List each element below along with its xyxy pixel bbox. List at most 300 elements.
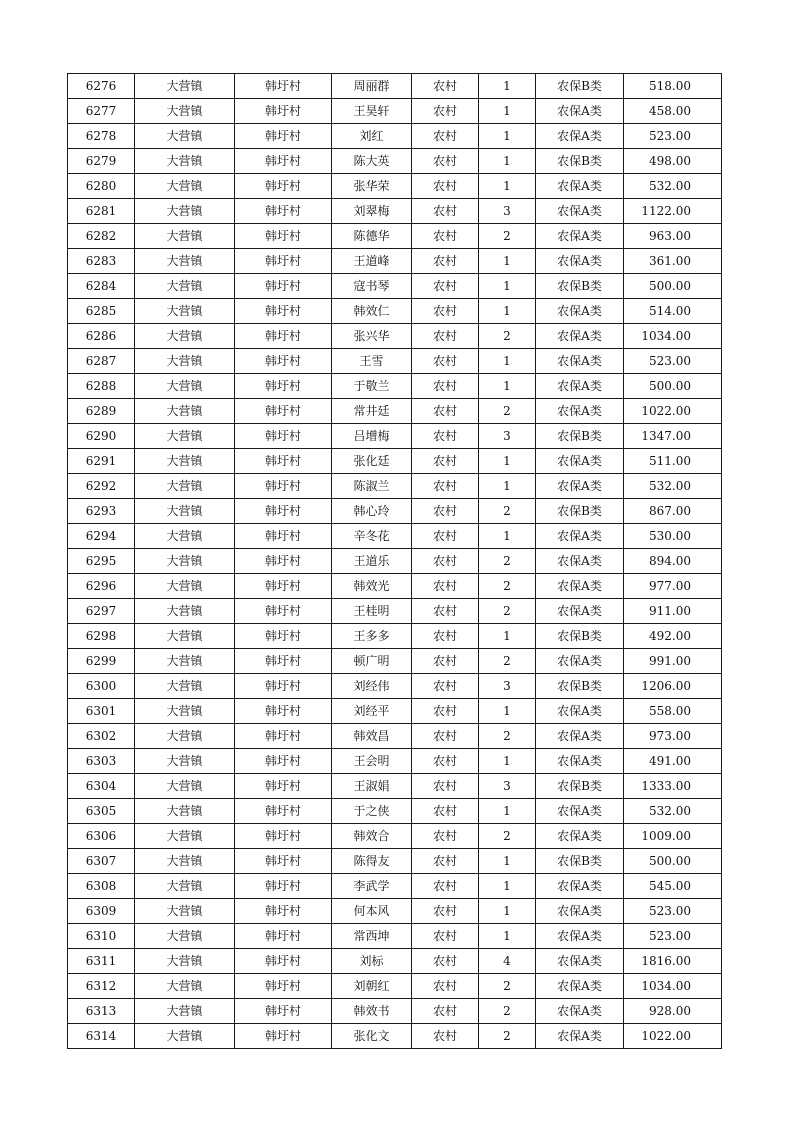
insurance-category-cell: 农保A类 [536, 324, 624, 349]
town-cell: 大营镇 [135, 524, 235, 549]
table-row [68, 224, 722, 249]
insurance-category-cell: 农保A类 [536, 599, 624, 624]
table-row [68, 124, 722, 149]
row-number-cell: 6283 [68, 249, 135, 274]
table-row [68, 149, 722, 174]
town-cell: 大营镇 [135, 199, 235, 224]
table-row [68, 1024, 722, 1049]
amount-cell: 1009.00 [624, 824, 722, 849]
area-type-cell: 农村 [412, 249, 479, 274]
area-type-cell: 农村 [412, 1024, 479, 1049]
area-type-cell: 农村 [412, 499, 479, 524]
row-number-cell: 6295 [68, 549, 135, 574]
amount-cell: 361.00 [624, 249, 722, 274]
village-cell: 韩圩村 [235, 524, 332, 549]
village-cell: 韩圩村 [235, 74, 332, 99]
amount-cell: 514.00 [624, 299, 722, 324]
row-number-cell: 6311 [68, 949, 135, 974]
amount-cell: 1206.00 [624, 674, 722, 699]
insurance-category-cell: 农保A类 [536, 649, 624, 674]
household-count-cell: 3 [479, 199, 536, 224]
insurance-category-cell: 农保A类 [536, 224, 624, 249]
town-cell: 大营镇 [135, 699, 235, 724]
table-row [68, 699, 722, 724]
insurance-category-cell: 农保A类 [536, 899, 624, 924]
household-count-cell: 1 [479, 474, 536, 499]
village-cell: 韩圩村 [235, 249, 332, 274]
table-row [68, 649, 722, 674]
village-cell: 韩圩村 [235, 849, 332, 874]
insurance-category-cell: 农保B类 [536, 74, 624, 99]
village-cell: 韩圩村 [235, 924, 332, 949]
area-type-cell: 农村 [412, 949, 479, 974]
amount-cell: 492.00 [624, 624, 722, 649]
household-count-cell: 3 [479, 774, 536, 799]
town-cell: 大营镇 [135, 924, 235, 949]
insurance-category-cell: 农保B类 [536, 499, 624, 524]
table-row [68, 174, 722, 199]
household-count-cell: 1 [479, 524, 536, 549]
name-cell: 张化廷 [332, 449, 412, 474]
amount-cell: 523.00 [624, 349, 722, 374]
village-cell: 韩圩村 [235, 99, 332, 124]
name-cell: 何本风 [332, 899, 412, 924]
table-row [68, 624, 722, 649]
village-cell: 韩圩村 [235, 149, 332, 174]
name-cell: 顿广明 [332, 649, 412, 674]
town-cell: 大营镇 [135, 274, 235, 299]
village-cell: 韩圩村 [235, 574, 332, 599]
table-row [68, 499, 722, 524]
amount-cell: 530.00 [624, 524, 722, 549]
amount-cell: 500.00 [624, 274, 722, 299]
village-cell: 韩圩村 [235, 799, 332, 824]
household-count-cell: 1 [479, 699, 536, 724]
area-type-cell: 农村 [412, 99, 479, 124]
amount-cell: 523.00 [624, 924, 722, 949]
village-cell: 韩圩村 [235, 749, 332, 774]
amount-cell: 894.00 [624, 549, 722, 574]
table-row [68, 849, 722, 874]
amount-cell: 532.00 [624, 799, 722, 824]
amount-cell: 1333.00 [624, 774, 722, 799]
name-cell: 刘朝红 [332, 974, 412, 999]
town-cell: 大营镇 [135, 949, 235, 974]
household-count-cell: 1 [479, 899, 536, 924]
table-row [68, 374, 722, 399]
amount-cell: 498.00 [624, 149, 722, 174]
village-cell: 韩圩村 [235, 1024, 332, 1049]
area-type-cell: 农村 [412, 324, 479, 349]
row-number-cell: 6302 [68, 724, 135, 749]
insurance-category-cell: 农保A类 [536, 299, 624, 324]
row-number-cell: 6285 [68, 299, 135, 324]
row-number-cell: 6298 [68, 624, 135, 649]
name-cell: 王多多 [332, 624, 412, 649]
area-type-cell: 农村 [412, 449, 479, 474]
insurance-category-cell: 农保B类 [536, 674, 624, 699]
household-count-cell: 2 [479, 574, 536, 599]
row-number-cell: 6294 [68, 524, 135, 549]
name-cell: 刘标 [332, 949, 412, 974]
insurance-category-cell: 农保A类 [536, 399, 624, 424]
household-count-cell: 1 [479, 274, 536, 299]
name-cell: 刘翠梅 [332, 199, 412, 224]
table-row [68, 924, 722, 949]
insurance-category-cell: 农保B类 [536, 424, 624, 449]
town-cell: 大营镇 [135, 774, 235, 799]
area-type-cell: 农村 [412, 424, 479, 449]
area-type-cell: 农村 [412, 849, 479, 874]
town-cell: 大营镇 [135, 999, 235, 1024]
table-row [68, 74, 722, 99]
household-count-cell: 1 [479, 299, 536, 324]
village-cell: 韩圩村 [235, 899, 332, 924]
insurance-category-cell: 农保A类 [536, 724, 624, 749]
insurance-category-cell: 农保A类 [536, 524, 624, 549]
amount-cell: 523.00 [624, 124, 722, 149]
town-cell: 大营镇 [135, 149, 235, 174]
row-number-cell: 6303 [68, 749, 135, 774]
table-row [68, 824, 722, 849]
amount-cell: 1034.00 [624, 324, 722, 349]
household-count-cell: 1 [479, 799, 536, 824]
name-cell: 辛冬花 [332, 524, 412, 549]
name-cell: 韩效光 [332, 574, 412, 599]
name-cell: 韩心玲 [332, 499, 412, 524]
household-count-cell: 1 [479, 449, 536, 474]
insurance-category-cell: 农保A类 [536, 574, 624, 599]
household-count-cell: 1 [479, 149, 536, 174]
name-cell: 刘红 [332, 124, 412, 149]
area-type-cell: 农村 [412, 299, 479, 324]
household-count-cell: 2 [479, 999, 536, 1024]
row-number-cell: 6308 [68, 874, 135, 899]
household-count-cell: 4 [479, 949, 536, 974]
town-cell: 大营镇 [135, 874, 235, 899]
town-cell: 大营镇 [135, 399, 235, 424]
amount-cell: 1022.00 [624, 399, 722, 424]
table-row [68, 999, 722, 1024]
name-cell: 王会明 [332, 749, 412, 774]
household-count-cell: 2 [479, 499, 536, 524]
area-type-cell: 农村 [412, 599, 479, 624]
row-number-cell: 6300 [68, 674, 135, 699]
name-cell: 王淑娟 [332, 774, 412, 799]
row-number-cell: 6286 [68, 324, 135, 349]
household-count-cell: 1 [479, 99, 536, 124]
village-cell: 韩圩村 [235, 399, 332, 424]
insurance-category-cell: 农保A类 [536, 749, 624, 774]
town-cell: 大营镇 [135, 224, 235, 249]
document-page [67, 73, 721, 1049]
insurance-category-cell: 农保A类 [536, 699, 624, 724]
table-row [68, 549, 722, 574]
insurance-category-cell: 农保A类 [536, 949, 624, 974]
household-count-cell: 1 [479, 849, 536, 874]
area-type-cell: 农村 [412, 174, 479, 199]
amount-cell: 523.00 [624, 899, 722, 924]
name-cell: 陈淑兰 [332, 474, 412, 499]
insurance-category-cell: 农保A类 [536, 374, 624, 399]
row-number-cell: 6310 [68, 924, 135, 949]
household-count-cell: 2 [479, 724, 536, 749]
row-number-cell: 6297 [68, 599, 135, 624]
amount-cell: 867.00 [624, 499, 722, 524]
insurance-category-cell: 农保A类 [536, 249, 624, 274]
village-cell: 韩圩村 [235, 999, 332, 1024]
town-cell: 大营镇 [135, 974, 235, 999]
town-cell: 大营镇 [135, 474, 235, 499]
household-count-cell: 2 [479, 974, 536, 999]
name-cell: 韩效昌 [332, 724, 412, 749]
household-count-cell: 1 [479, 249, 536, 274]
village-cell: 韩圩村 [235, 724, 332, 749]
household-count-cell: 1 [479, 749, 536, 774]
household-count-cell: 2 [479, 549, 536, 574]
table-row [68, 424, 722, 449]
area-type-cell: 农村 [412, 699, 479, 724]
row-number-cell: 6276 [68, 74, 135, 99]
amount-cell: 928.00 [624, 999, 722, 1024]
row-number-cell: 6305 [68, 799, 135, 824]
table-row [68, 299, 722, 324]
area-type-cell: 农村 [412, 149, 479, 174]
town-cell: 大营镇 [135, 849, 235, 874]
name-cell: 王道峰 [332, 249, 412, 274]
insurance-category-cell: 农保B类 [536, 274, 624, 299]
amount-cell: 500.00 [624, 374, 722, 399]
village-cell: 韩圩村 [235, 274, 332, 299]
insurance-category-cell: 农保A类 [536, 824, 624, 849]
area-type-cell: 农村 [412, 624, 479, 649]
town-cell: 大营镇 [135, 499, 235, 524]
row-number-cell: 6291 [68, 449, 135, 474]
town-cell: 大营镇 [135, 624, 235, 649]
area-type-cell: 农村 [412, 549, 479, 574]
village-cell: 韩圩村 [235, 774, 332, 799]
row-number-cell: 6282 [68, 224, 135, 249]
household-count-cell: 1 [479, 624, 536, 649]
row-number-cell: 6289 [68, 399, 135, 424]
row-number-cell: 6304 [68, 774, 135, 799]
village-cell: 韩圩村 [235, 449, 332, 474]
area-type-cell: 农村 [412, 674, 479, 699]
town-cell: 大营镇 [135, 899, 235, 924]
household-count-cell: 2 [479, 224, 536, 249]
household-count-cell: 2 [479, 599, 536, 624]
row-number-cell: 6288 [68, 374, 135, 399]
insurance-category-cell: 农保B类 [536, 149, 624, 174]
name-cell: 王雪 [332, 349, 412, 374]
name-cell: 王桂明 [332, 599, 412, 624]
name-cell: 常井廷 [332, 399, 412, 424]
area-type-cell: 农村 [412, 724, 479, 749]
village-cell: 韩圩村 [235, 349, 332, 374]
area-type-cell: 农村 [412, 874, 479, 899]
row-number-cell: 6312 [68, 974, 135, 999]
household-count-cell: 2 [479, 399, 536, 424]
table-row [68, 474, 722, 499]
name-cell: 吕增梅 [332, 424, 412, 449]
village-cell: 韩圩村 [235, 324, 332, 349]
table-row [68, 349, 722, 374]
table-row [68, 874, 722, 899]
town-cell: 大营镇 [135, 349, 235, 374]
area-type-cell: 农村 [412, 74, 479, 99]
row-number-cell: 6279 [68, 149, 135, 174]
area-type-cell: 农村 [412, 999, 479, 1024]
amount-cell: 1122.00 [624, 199, 722, 224]
amount-cell: 532.00 [624, 174, 722, 199]
name-cell: 陈德华 [332, 224, 412, 249]
town-cell: 大营镇 [135, 574, 235, 599]
household-count-cell: 1 [479, 174, 536, 199]
insurance-category-cell: 农保A类 [536, 474, 624, 499]
village-cell: 韩圩村 [235, 124, 332, 149]
table-row [68, 799, 722, 824]
table-row [68, 974, 722, 999]
insurance-category-cell: 农保A类 [536, 974, 624, 999]
town-cell: 大营镇 [135, 749, 235, 774]
town-cell: 大营镇 [135, 674, 235, 699]
amount-cell: 558.00 [624, 699, 722, 724]
town-cell: 大营镇 [135, 824, 235, 849]
town-cell: 大营镇 [135, 449, 235, 474]
household-count-cell: 1 [479, 349, 536, 374]
row-number-cell: 6301 [68, 699, 135, 724]
table-row [68, 324, 722, 349]
table-row [68, 899, 722, 924]
insurance-category-cell: 农保B类 [536, 774, 624, 799]
town-cell: 大营镇 [135, 99, 235, 124]
insurance-category-cell: 农保B类 [536, 624, 624, 649]
table-row [68, 199, 722, 224]
table-body [68, 74, 722, 1049]
row-number-cell: 6290 [68, 424, 135, 449]
area-type-cell: 农村 [412, 924, 479, 949]
amount-cell: 511.00 [624, 449, 722, 474]
row-number-cell: 6299 [68, 649, 135, 674]
amount-cell: 1347.00 [624, 424, 722, 449]
town-cell: 大营镇 [135, 649, 235, 674]
name-cell: 于敬兰 [332, 374, 412, 399]
area-type-cell: 农村 [412, 649, 479, 674]
insurance-category-cell: 农保A类 [536, 874, 624, 899]
village-cell: 韩圩村 [235, 499, 332, 524]
table-row [68, 674, 722, 699]
amount-cell: 532.00 [624, 474, 722, 499]
town-cell: 大营镇 [135, 174, 235, 199]
row-number-cell: 6309 [68, 899, 135, 924]
village-cell: 韩圩村 [235, 174, 332, 199]
area-type-cell: 农村 [412, 799, 479, 824]
name-cell: 于之侠 [332, 799, 412, 824]
area-type-cell: 农村 [412, 574, 479, 599]
insurance-category-cell: 农保A类 [536, 799, 624, 824]
name-cell: 李武学 [332, 874, 412, 899]
name-cell: 张华荣 [332, 174, 412, 199]
area-type-cell: 农村 [412, 974, 479, 999]
insurance-category-cell: 农保A类 [536, 549, 624, 574]
row-number-cell: 6314 [68, 1024, 135, 1049]
table-row [68, 749, 722, 774]
table-row [68, 774, 722, 799]
insurance-category-cell: 农保A类 [536, 124, 624, 149]
town-cell: 大营镇 [135, 374, 235, 399]
amount-cell: 991.00 [624, 649, 722, 674]
amount-cell: 1816.00 [624, 949, 722, 974]
area-type-cell: 农村 [412, 824, 479, 849]
household-count-cell: 1 [479, 374, 536, 399]
area-type-cell: 农村 [412, 474, 479, 499]
household-count-cell: 2 [479, 824, 536, 849]
town-cell: 大营镇 [135, 299, 235, 324]
household-count-cell: 1 [479, 124, 536, 149]
name-cell: 陈得友 [332, 849, 412, 874]
area-type-cell: 农村 [412, 899, 479, 924]
town-cell: 大营镇 [135, 724, 235, 749]
name-cell: 常西坤 [332, 924, 412, 949]
row-number-cell: 6313 [68, 999, 135, 1024]
table-row [68, 99, 722, 124]
row-number-cell: 6292 [68, 474, 135, 499]
household-count-cell: 1 [479, 924, 536, 949]
name-cell: 韩效仁 [332, 299, 412, 324]
insurance-category-cell: 农保A类 [536, 1024, 624, 1049]
village-cell: 韩圩村 [235, 624, 332, 649]
name-cell: 韩效书 [332, 999, 412, 1024]
table-row [68, 449, 722, 474]
table-row [68, 599, 722, 624]
amount-cell: 977.00 [624, 574, 722, 599]
insurance-category-cell: 农保B类 [536, 849, 624, 874]
row-number-cell: 6278 [68, 124, 135, 149]
village-cell: 韩圩村 [235, 599, 332, 624]
amount-cell: 911.00 [624, 599, 722, 624]
village-cell: 韩圩村 [235, 699, 332, 724]
name-cell: 韩效合 [332, 824, 412, 849]
amount-cell: 1034.00 [624, 974, 722, 999]
town-cell: 大营镇 [135, 124, 235, 149]
amount-cell: 1022.00 [624, 1024, 722, 1049]
row-number-cell: 6296 [68, 574, 135, 599]
insurance-category-cell: 农保A类 [536, 449, 624, 474]
insurance-category-cell: 农保A类 [536, 924, 624, 949]
area-type-cell: 农村 [412, 224, 479, 249]
row-number-cell: 6306 [68, 824, 135, 849]
name-cell: 刘经伟 [332, 674, 412, 699]
amount-cell: 545.00 [624, 874, 722, 899]
village-cell: 韩圩村 [235, 424, 332, 449]
household-count-cell: 2 [479, 1024, 536, 1049]
village-cell: 韩圩村 [235, 824, 332, 849]
name-cell: 寇书琴 [332, 274, 412, 299]
town-cell: 大营镇 [135, 74, 235, 99]
name-cell: 周丽群 [332, 74, 412, 99]
town-cell: 大营镇 [135, 799, 235, 824]
town-cell: 大营镇 [135, 249, 235, 274]
name-cell: 王道乐 [332, 549, 412, 574]
amount-cell: 963.00 [624, 224, 722, 249]
row-number-cell: 6280 [68, 174, 135, 199]
town-cell: 大营镇 [135, 324, 235, 349]
town-cell: 大营镇 [135, 424, 235, 449]
household-count-cell: 3 [479, 424, 536, 449]
village-cell: 韩圩村 [235, 474, 332, 499]
allowance-table [67, 73, 722, 1049]
row-number-cell: 6293 [68, 499, 135, 524]
